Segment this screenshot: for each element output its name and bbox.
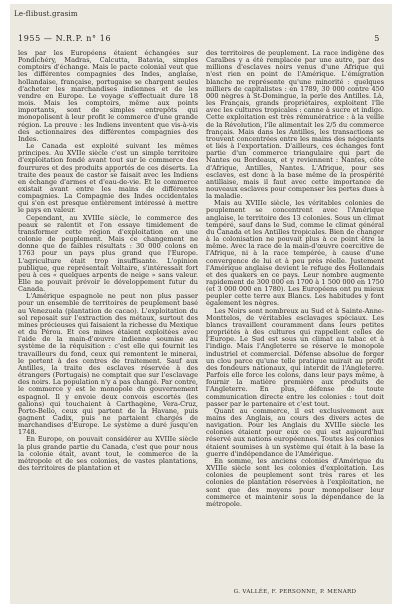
- paragraph: les par les Européens étaient échangées sur Pondichéry, Madras, Calcutta, Batavia, simples comptoirs d'échange. Mais le pacte colonial veut que les différentes compagnies des Indes, anglaise, hollandaise, française, portugaise se chargent seules d'acheter les marchandises indiennes et de les vendre en Europe. Le voyage s'effectuait dure 18 mois. Mais les comptoirs, même aux points importants, sont de simples entrepôts qui monopolisent à leur profit le commerce d'une grande région. La preuve : les Indiens inventent que vis-à-vis des actionnaires des différentes compagnies des Indes.: [18, 49, 198, 143]
- paragraph: En somme, les anciens colonies d'Amérique du XVIIIe siècle sont les colonies d'exploitation. Les colonies de peuplement sont très rares et les colonies de plantation réservées à l'exploitation, ne sont que des moyens pour monopoliser leur commerce et maintenir sous la dépendance de la métropole.: [206, 456, 384, 508]
- paragraph: Mais au XVIIIe siècle, les véritables colonies de peuplement se concentrent avec l'Amérique anglaise, le territoire des 13 colonies. Sous un climat tempéré, sauf dans le Sud, comme le climat général du Canada et les Antilles tropicales. Bien de changer à la colonisation ne pouvait plus à ce point être la même. Avec la race de la main-d'œuvre coercitive de l'Afrique, ni à la race tempérée, à cause d'une convergence de lui et à peu près réelle. Justement l'Amérique anglaise devient le refuge des Hollandais et des quakers en ce pays. Leur nombre augmente rapidement de 300 000 en 1700 à 1 500 000 en 1750 (et 3 000 000 en 1780). Les Européens ont pu mieux peupler cette terre aux Blancs. Les habitudes y font également les nègres.: [206, 199, 384, 308]
- paragraph: En Europe, on pouvait considérer au XVIIIe siècle la plus grande partie du Canada, c'est que pour nous la colonie était, avant tout, le commerce de la métropole et de ses colonies, de vastes plantations, des territoires de plantation et: [18, 435, 198, 473]
- left-column: [18, 50, 198, 472]
- document-page: [10, 4, 392, 604]
- paragraph: L'Amérique espagnole ne peut non plus passer pour un ensemble de territoires de peuplement basé au Venezuela (plantation de cacao). L'exploitation du sol reposait sur l'extraction des métaux, surtout des mines précieuses qui faisaient la richesse du Mexique et du Pérou. Et ces mines étaient exploitées avec l'aide de la main-d'œuvre indienne soumise au système de la réquisition : c'est elle qui fournit les travailleurs du fond, ceux qui remontent le minerai, le portent à des centres de traitement. Sauf aux Antilles, la traite des esclaves réservée à des étrangers (Portugais) ne comptait que sur l'esclavage des noirs. La population n'y a pas changé. Par contre, le commerce y est le monopole du gouvernement espagnol. Il y envoie deux convois escortés (les galions) qui touchaient à Carthagène, Vera-Cruz, Porto-Bello, ceux qui partent de la Havane, puis gagnent Cadix, puis ne partaient chargés de marchandises d'Europe. Le système a duré jusqu'en 1748.: [18, 292, 198, 437]
- paragraph: Cependant, au XVIIIe siècle, le commerce des peaux se ralentit et l'on essaye timidement de transformer cette région d'exploitation en une colonie de peuplement. Mais ce changement ne donne que de faibles résultats : 30 000 colons en 1763 pour un pays plus grand que l'Europe. L'agriculture était trop insuffisante. L'opinion publique, que représentait Voltaire, s'intéressait fort peu à ces « quelques arpents de neige » sans valeur. Elle ne pouvait prévoir le développement futur du Canada.: [18, 213, 198, 294]
- paragraph: des territoires de peuplement. La race indigène des Caraïbes y a été remplacée par une autre, par des millions d'esclaves noirs venus d'une Afrique qui n'est rien en point de l'Amérique. L'émigration blanche ne représente qu'une minorité : quelques milliers de capitalistes : en 1789, 30 000 contre 450 000 nègres à St-Domingue, la perle des Antilles. Là, les Français, grands propriétaires, exploitent l'île avec les cultures tropicales : canne à sucre et indigo. Cette exploitation est très rémunératrice : à la veille de la Révolution, l'île alimentait les 2/5 du commerce français. Mais dans les Antilles, les transactions se trouvent concentrées entre les mains des négociants et liés à l'exportation. D'ailleurs, ces échanges font partie d'un commerce triangulaire qui part de Nantes ou Bordeaux, et y reviennent : Nantes, côte d'Afrique, Antilles, Nantes. L'Afrique, pour ses esclaves, est donc à la base même de la prospérité antillaise, mais il faut avec cette importance de nouveaux esclaves pour compenser les pertes dues à la maladie.: [206, 49, 384, 201]
- corner-note: Le-flibust.grasim: [14, 10, 78, 18]
- page-header: [18, 34, 380, 46]
- paragraph: Les Noirs sont nombreux au Sud et à Sainte-Anne-Monttelos, de véritables esclavages spéciaux. Les blancs travaillent couramment dans leurs petites propriétés à des cultures qui rappellent celles de l'Europe. Le Sud est sous un climat au tabac et à l'indigo. Mais l'Angleterre se réserve le monopole industriel et commercial. Défense absolue de forger un clou parce qu'une telle pratique nuirait au profit des fondeurs nationaux, qui interdit de l'Angleterre. Parfois elle force les colons, dans leur pays même, à fournir la matière première aux produits de l'Angleterre. En plus, défense de toute communication directe entre les colonies : tout doit passer par le partenaire et c'est tout.: [206, 306, 384, 408]
- paragraph: Quant au commerce, il est exclusivement aux mains des Anglais, au cours des divers actes de navigation. Pour les Anglais du XVIIIe siècle les colonies étaient pour eux ce qui est aujourd'hui réservé aux nations européennes. Toutes les colonies étaient soumises à un système qui était à la base la guerre d'indépendance de l'Amérique.: [206, 406, 384, 458]
- paragraph: Le Canada est exploité suivant les mêmes principes. Au XVIIe siècle c'est un simple territoire d'exploitation fondé avant tout sur le commerce des fourrures et des produits apportés de ces déserts. La traite des peaux de castor se faisait avec les Indiens en échange d'armes et d'eau-de-vie. Et le commerce existait avant entre les mains de différentes compagnies. La Compagnie des Indes occidentales qui s'en est presque entièrement intéressé à mettre le pays en valeur.: [18, 142, 198, 215]
- issue-label: 1955 — N.R.P. n° 16: [18, 34, 112, 43]
- right-column: [206, 50, 384, 508]
- page-number: 5: [374, 34, 380, 43]
- author-signature: G. VALLÉE, F. PERSONNE, P. MENARD: [233, 589, 357, 595]
